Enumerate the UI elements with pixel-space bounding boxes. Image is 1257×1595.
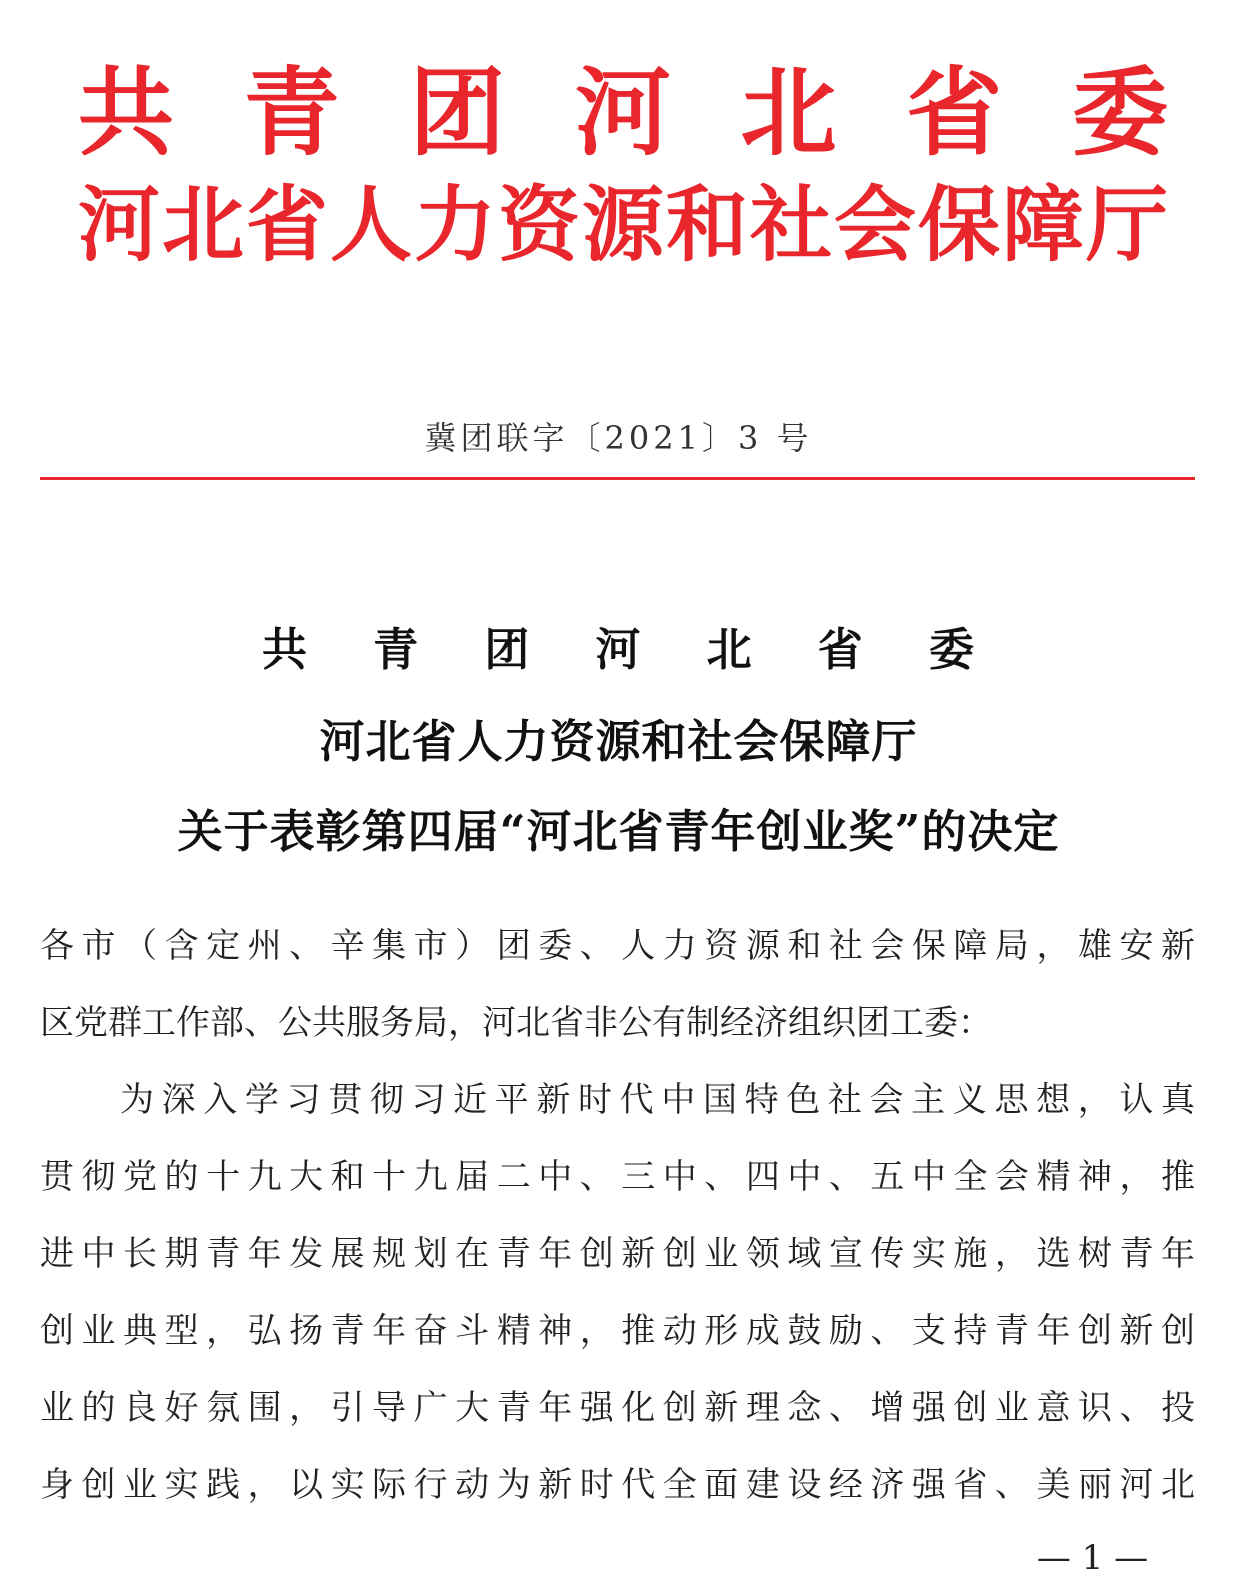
paragraph-line: 业的良好氛围，引导广大青年强化创新理念、增强创业意识、投: [40, 1388, 1195, 1428]
red-header-char: 河: [574, 56, 671, 169]
paragraph-line: 创业典型，弘扬青年奋斗精神，推动形成鼓励、支持青年创新创: [40, 1311, 1195, 1351]
paragraph-line: 进中长期青年发展规划在青年创新创业领域宣传实施，选树青年: [40, 1234, 1195, 1274]
red-header-char: 共: [78, 56, 174, 169]
title-char: 共: [262, 623, 308, 676]
title-line-2: 河北省人力资源和社会保障厅: [319, 715, 918, 768]
page-number: — 1 —: [1036, 1538, 1149, 1578]
red-header-char: 省: [906, 56, 1003, 169]
title-char: 委: [928, 623, 974, 676]
title-char: 北: [706, 623, 752, 676]
red-header-org1: [78, 48, 1168, 178]
paragraph-line: 贯彻党的十九大和十九届二中、三中、四中、五中全会精神，推: [40, 1157, 1195, 1197]
title-char: 河: [595, 623, 641, 676]
addressee-line: 区党群工作部、公共服务局，河北省非公有制经济组织团工委：: [40, 1003, 992, 1043]
title-char: 青: [373, 623, 419, 676]
title-char: 省: [817, 623, 863, 676]
red-header-char: 委: [1071, 56, 1168, 169]
red-header-char: 青: [243, 56, 340, 169]
document-body: [40, 908, 1195, 1524]
document-number: 冀团联字〔2021〕3 号: [424, 419, 813, 457]
addressee-line: 各市（含定州、辛集市）团委、人力资源和社会保障局，雄安新: [40, 926, 1195, 966]
title-line-3: 关于表彰第四届“河北省青年创业奖”的决定: [177, 805, 1060, 858]
red-header-char: 团: [409, 56, 506, 169]
title-line-1: [262, 620, 974, 680]
red-header-org2: 河北省人力资源和社会保障厅: [78, 177, 1171, 273]
red-divider-line: [40, 477, 1195, 480]
paragraph-line: 为深入学习贯彻习近平新时代中国特色社会主义思想，认真: [120, 1080, 1195, 1120]
title-char: 团: [484, 623, 530, 676]
red-header-char: 北: [740, 56, 837, 169]
paragraph-line: 身创业实践，以实际行动为新时代全面建设经济强省、美丽河北: [40, 1465, 1195, 1505]
